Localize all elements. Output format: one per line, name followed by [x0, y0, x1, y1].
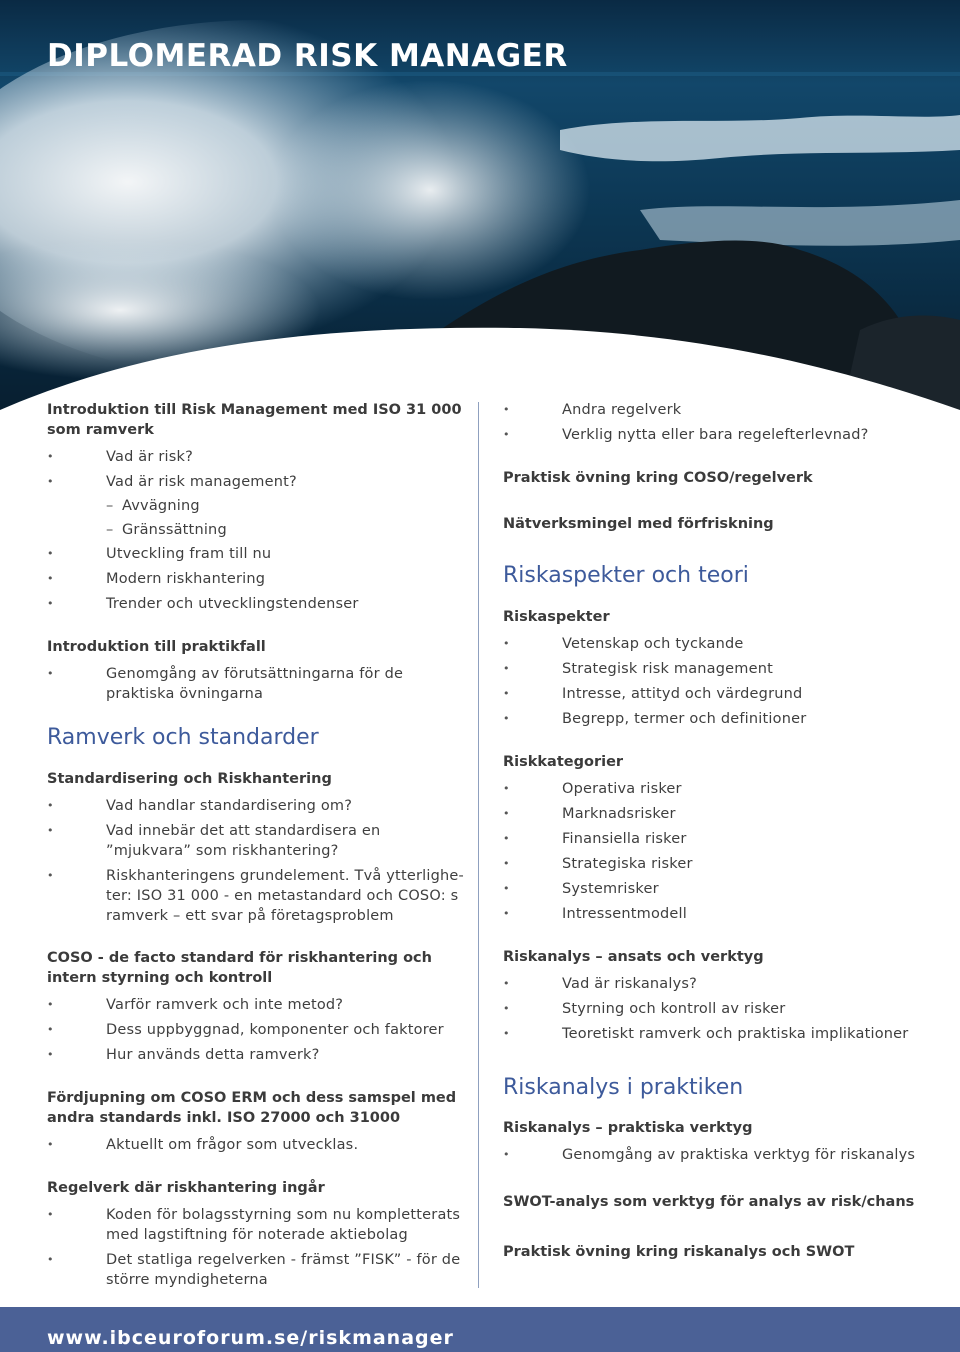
- praktikfall-section: [47, 637, 467, 704]
- list-item: • Operativa risker: [503, 779, 923, 799]
- list-item: – Avvägning: [47, 496, 467, 516]
- list-item: • Marknadsrisker: [503, 804, 923, 824]
- praktikfall-list: [47, 664, 467, 704]
- riskkategorier-heading: Riskkategorier: [503, 754, 624, 770]
- list-item: • Strategiska risker: [503, 854, 923, 874]
- natverk-heading: Nätverksmingel med förfriskning: [503, 516, 774, 532]
- list-item: • Vetenskap och tyckande: [503, 634, 923, 654]
- ramverk-title: Ramverk och standarder: [47, 725, 319, 750]
- list-item: • Vad innebär det att standardisera en ”mjukvara” som riskhantering?: [47, 821, 467, 861]
- coso-section: [47, 948, 467, 1065]
- list-item: • Intressentmodell: [503, 904, 923, 924]
- praktiska-verktyg-list: [503, 1145, 923, 1165]
- list-item: • Vad handlar standardisering om?: [47, 796, 467, 816]
- riskanalys-list: [503, 974, 923, 1044]
- list-item: • Dess uppbyggnad, komponenter och faktorer: [47, 1020, 467, 1040]
- footer-url-link[interactable]: www.ibceuroforum.se/riskmanager: [47, 1327, 454, 1349]
- list-item: • Varför ramverk och inte metod?: [47, 995, 467, 1015]
- fordjupning-section: [47, 1088, 467, 1155]
- list-item: • Teoretiskt ramverk och praktiska implikationer: [503, 1024, 923, 1044]
- ovning-coso-heading: Praktisk övning kring COSO/regelverk: [503, 470, 813, 486]
- page-title: DIPLOMERAD RISK MANAGER: [47, 38, 568, 74]
- list-item: • Det statliga regelverken - främst ”FISK” - för de större myndigheterna: [47, 1250, 467, 1290]
- list-item: • Systemrisker: [503, 879, 923, 899]
- list-item: • Riskhanteringens grundelement. Två ytterlighe-ter: ISO 31 000 - en metastandard och COSO: s ramverk – ett svar på företagsproblem: [47, 866, 467, 926]
- list-item: • Andra regelverk: [503, 400, 923, 420]
- list-item: • Genomgång av praktiska verktyg för riskanalys: [503, 1145, 923, 1165]
- intro-heading: Introduktion till Risk Management med ISO 31 000 som ramverk: [47, 402, 462, 438]
- swot-heading: SWOT-analys som verktyg för analys av risk/chans: [503, 1194, 915, 1210]
- praktiska-verktyg-section: [503, 1118, 923, 1165]
- right-column: [503, 398, 923, 1262]
- riskkategorier-section: [503, 752, 923, 924]
- list-item: • Vad är risk management?: [47, 472, 467, 492]
- right-top-list: [503, 400, 923, 445]
- list-item: • Utveckling fram till nu: [47, 544, 467, 564]
- list-item: • Trender och utvecklingstendenser: [47, 594, 467, 614]
- list-item: • Begrepp, termer och definitioner: [503, 709, 923, 729]
- left-column: [47, 398, 467, 1290]
- regelverk-section: [47, 1178, 467, 1290]
- standardisering-section: [47, 769, 467, 926]
- column-divider: [478, 402, 479, 1288]
- list-item: • Strategisk risk management: [503, 659, 923, 679]
- riskaspekter-title: Riskaspekter och teori: [503, 563, 749, 588]
- coso-heading: COSO - de facto standard för riskhantering och intern styrning och kontroll: [47, 950, 432, 986]
- riskanalys-section: [503, 947, 923, 1044]
- riskaspekter-section: [503, 607, 923, 729]
- regelverk-heading: Regelverk där riskhantering ingår: [47, 1180, 325, 1196]
- list-item: • Genomgång av förutsättningarna för de praktiska övningarna: [47, 664, 467, 704]
- list-item: • Finansiella risker: [503, 829, 923, 849]
- list-item: • Styrning och kontroll av risker: [503, 999, 923, 1019]
- list-item: • Koden för bolagsstyrning som nu kompletterats med lagstiftning för noterade aktiebolag: [47, 1205, 467, 1245]
- list-item: • Modern riskhantering: [47, 569, 467, 589]
- praktiken-title: Riskanalys i praktiken: [503, 1075, 744, 1100]
- fordjupning-heading: Fördjupning om COSO ERM och dess samspel med andra standards inkl. ISO 27000 och 31000: [47, 1090, 457, 1126]
- list-item: • Vad är riskanalys?: [503, 974, 923, 994]
- riskaspekter-list: [503, 634, 923, 729]
- list-item: • Intresse, attityd och värdegrund: [503, 684, 923, 704]
- intro-list: [47, 447, 467, 614]
- list-item: • Verklig nytta eller bara regelefterlevnad?: [503, 425, 923, 445]
- standardisering-list: [47, 796, 467, 926]
- coso-list: [47, 995, 467, 1065]
- standardisering-heading: Standardisering och Riskhantering: [47, 771, 332, 787]
- riskaspekter-heading: Riskaspekter: [503, 609, 610, 625]
- fordjupning-list: [47, 1135, 467, 1155]
- riskanalys-heading: Riskanalys – ansats och verktyg: [503, 949, 764, 965]
- list-item: • Hur används detta ramverk?: [47, 1045, 467, 1065]
- regelverk-list: [47, 1205, 467, 1290]
- riskkategorier-list: [503, 779, 923, 924]
- ovning-swot-heading: Praktisk övning kring riskanalys och SWOT: [503, 1244, 855, 1260]
- list-item: – Gränssättning: [47, 520, 467, 540]
- list-item: • Aktuellt om frågor som utvecklas.: [47, 1135, 467, 1155]
- praktiska-verktyg-heading: Riskanalys – praktiska verktyg: [503, 1120, 753, 1136]
- list-item: • Vad är risk?: [47, 447, 467, 467]
- intro-section: [47, 400, 467, 614]
- praktikfall-heading: Introduktion till praktikfall: [47, 639, 266, 655]
